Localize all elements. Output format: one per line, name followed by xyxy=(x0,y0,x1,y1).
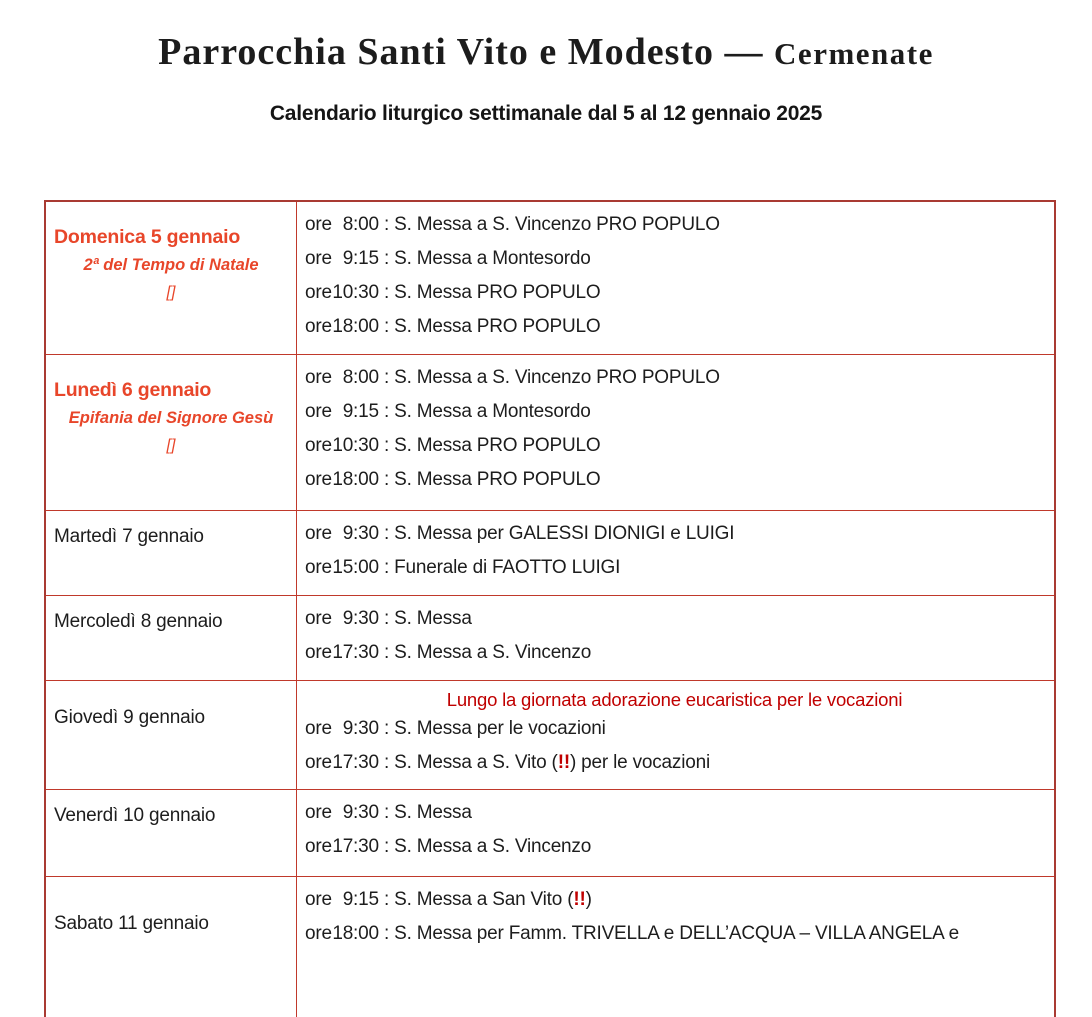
event-line xyxy=(305,557,1044,579)
title-suffix: Cermenate xyxy=(774,36,934,71)
separator: : xyxy=(378,523,395,544)
time-prefix: ore xyxy=(305,802,332,823)
page-subtitle: Calendario liturgico settimanale dal 5 al 12 gennaio 2025 xyxy=(269,102,823,125)
event-time: 17:30 xyxy=(332,836,379,857)
day-name: Sabato 11 gennaio xyxy=(54,913,209,934)
event-text: ) per le vocazioni xyxy=(569,752,710,773)
event-text: S. Messa a S. Vincenzo xyxy=(394,642,592,663)
time-prefix: ore xyxy=(305,557,332,578)
time-prefix: ore xyxy=(305,282,332,303)
event-line xyxy=(305,642,1044,664)
time-prefix: ore xyxy=(305,923,332,944)
separator: : xyxy=(378,469,395,490)
event-line xyxy=(305,836,1044,858)
separator: : xyxy=(378,401,395,422)
event-text: S. Messa xyxy=(394,608,472,629)
event-text: S. Messa a San Vito ( xyxy=(394,889,574,910)
event-time: 18:00 xyxy=(332,923,379,944)
separator: : xyxy=(378,214,395,235)
time-prefix: ore xyxy=(305,316,332,337)
event-text: S. Messa PRO POPULO xyxy=(394,435,601,456)
event-time: 10:30 xyxy=(332,282,379,303)
event-text: S. Messa PRO POPULO xyxy=(394,282,601,303)
event-time: 9:15 xyxy=(342,401,379,422)
day-name: Martedì 7 gennaio xyxy=(54,526,204,547)
table-row xyxy=(46,596,1054,681)
event-line xyxy=(305,435,1044,457)
time-prefix: ore xyxy=(305,718,332,739)
table-row xyxy=(46,877,1054,1017)
event-time: 17:30 xyxy=(332,752,379,773)
events-cell xyxy=(297,681,1054,789)
table-row xyxy=(46,355,1054,511)
event-time: 9:15 xyxy=(342,889,379,910)
separator: : xyxy=(378,557,395,578)
time-prefix: ore xyxy=(305,401,332,422)
events-cell xyxy=(297,511,1054,595)
day-name: Giovedì 9 gennaio xyxy=(54,707,205,728)
day-cell xyxy=(46,355,297,510)
event-time: 15:00 xyxy=(332,557,379,578)
event-text: S. Messa per Famm. TRIVELLA e DELL’ACQUA – VILLA ANGELA e xyxy=(394,923,959,944)
event-time: 9:30 xyxy=(342,608,379,629)
day-note: [] xyxy=(166,284,176,301)
event-line xyxy=(305,401,1044,423)
event-text: S. Messa xyxy=(394,802,472,823)
separator: : xyxy=(378,642,395,663)
event-text: S. Messa PRO POPULO xyxy=(394,469,601,490)
event-time: 8:00 xyxy=(342,214,379,235)
event-time: 18:00 xyxy=(332,316,379,337)
separator: : xyxy=(378,889,395,910)
separator: : xyxy=(378,836,395,857)
events-banner: Lungo la giornata adorazione eucaristica per le vocazioni xyxy=(446,689,903,710)
day-cell xyxy=(46,877,297,1017)
time-prefix: ore xyxy=(305,469,332,490)
event-text: S. Messa PRO POPULO xyxy=(394,316,601,337)
day-cell xyxy=(46,681,297,789)
event-text: S. Messa a S. Vincenzo xyxy=(394,836,592,857)
separator: : xyxy=(378,316,395,337)
title-main: Parrocchia Santi Vito e Modesto — xyxy=(158,31,764,73)
event-time: 9:30 xyxy=(342,802,379,823)
events-cell xyxy=(297,355,1054,510)
event-line xyxy=(305,214,1044,236)
table-row xyxy=(46,681,1054,790)
time-prefix: ore xyxy=(305,836,332,857)
day-note: [] xyxy=(166,437,176,454)
event-time: 10:30 xyxy=(332,435,379,456)
time-prefix: ore xyxy=(305,889,332,910)
event-time: 17:30 xyxy=(332,642,379,663)
day-name: Lunedì 6 gennaio xyxy=(54,379,212,401)
page-title xyxy=(0,30,1092,74)
day-subtitle: 2ª del Tempo di Natale xyxy=(83,256,259,274)
event-line xyxy=(305,316,1044,338)
time-prefix: ore xyxy=(305,435,332,456)
separator: : xyxy=(378,802,395,823)
event-text: S. Messa a Montesordo xyxy=(394,248,591,269)
separator: : xyxy=(378,752,395,773)
events-cell xyxy=(297,790,1054,876)
separator: : xyxy=(378,608,395,629)
event-line xyxy=(305,608,1044,630)
separator: : xyxy=(378,435,395,456)
time-prefix: ore xyxy=(305,608,332,629)
event-line xyxy=(305,523,1044,545)
day-name: Venerdì 10 gennaio xyxy=(54,805,216,826)
time-prefix: ore xyxy=(305,248,332,269)
calendar-table xyxy=(44,200,1056,1017)
day-cell xyxy=(46,202,297,354)
separator: : xyxy=(378,282,395,303)
event-text: S. Messa a S. Vincenzo PRO POPULO xyxy=(394,367,720,388)
event-text: !! xyxy=(573,889,586,910)
separator: : xyxy=(378,248,395,269)
separator: : xyxy=(378,923,395,944)
event-text: Funerale di FAOTTO LUIGI xyxy=(394,557,621,578)
event-line xyxy=(305,889,1044,911)
day-cell xyxy=(46,790,297,876)
day-subtitle: Epifania del Signore Gesù xyxy=(68,409,274,427)
event-text: S. Messa per le vocazioni xyxy=(394,718,606,739)
table-row xyxy=(46,202,1054,355)
event-line xyxy=(305,802,1044,824)
event-text: S. Messa a S. Vito ( xyxy=(394,752,558,773)
table-row xyxy=(46,511,1054,596)
time-prefix: ore xyxy=(305,642,332,663)
day-name: Mercoledì 8 gennaio xyxy=(54,611,223,632)
day-cell xyxy=(46,511,297,595)
event-line xyxy=(305,469,1044,491)
event-text: ) xyxy=(585,889,592,910)
event-time: 9:30 xyxy=(342,523,379,544)
event-text: S. Messa a Montesordo xyxy=(394,401,591,422)
event-line xyxy=(305,248,1044,270)
event-line xyxy=(305,923,1044,945)
event-text: !! xyxy=(557,752,570,773)
separator: : xyxy=(378,718,395,739)
event-line xyxy=(305,752,1044,774)
table-row xyxy=(46,790,1054,877)
event-line xyxy=(305,718,1044,740)
event-time: 8:00 xyxy=(342,367,379,388)
day-name: Domenica 5 gennaio xyxy=(54,226,241,248)
events-cell xyxy=(297,596,1054,680)
event-line xyxy=(305,282,1044,304)
day-cell xyxy=(46,596,297,680)
time-prefix: ore xyxy=(305,523,332,544)
time-prefix: ore xyxy=(305,214,332,235)
event-line xyxy=(305,367,1044,389)
events-cell xyxy=(297,202,1054,354)
events-cell xyxy=(297,877,1054,1017)
event-text: S. Messa a S. Vincenzo PRO POPULO xyxy=(394,214,720,235)
event-time: 18:00 xyxy=(332,469,379,490)
time-prefix: ore xyxy=(305,367,332,388)
separator: : xyxy=(378,367,395,388)
document-page xyxy=(0,30,1092,944)
event-time: 9:30 xyxy=(342,718,379,739)
event-time: 9:15 xyxy=(342,248,379,269)
event-text: S. Messa per GALESSI DIONIGI e LUIGI xyxy=(394,523,735,544)
time-prefix: ore xyxy=(305,752,332,773)
